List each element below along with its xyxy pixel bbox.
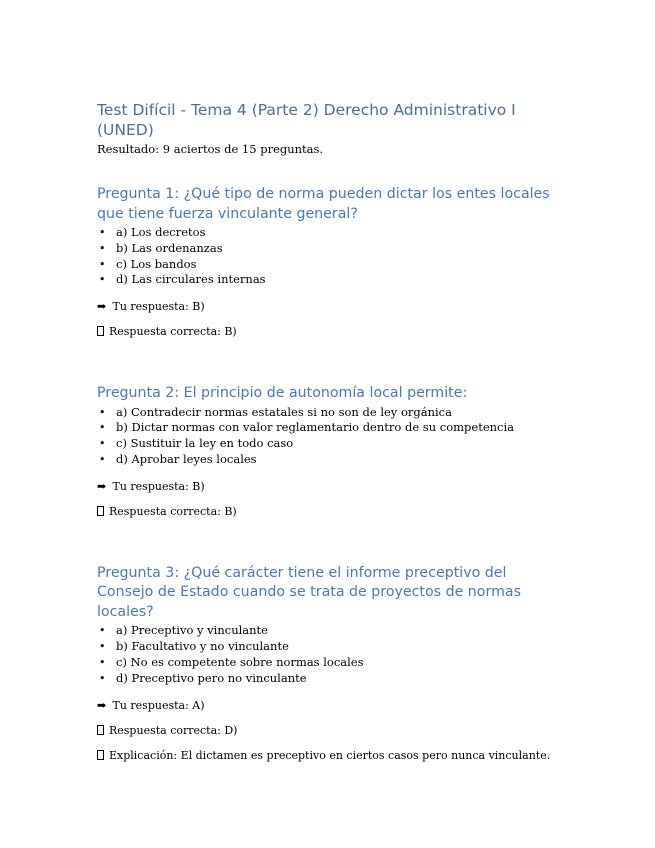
bullet-icon: •	[99, 226, 106, 239]
bullet-icon: •	[99, 273, 106, 287]
question-title: Pregunta 2: El principio de autonomía local permite:	[97, 385, 468, 402]
your-answer: ➡ Tu respuesta: A)	[97, 698, 205, 712]
explanation: Explicación: El dictamen es preceptivo en ciertos casos pero nunca vinculante.	[97, 748, 567, 763]
question-3	[97, 564, 567, 763]
arrow-right-icon: ➡	[97, 698, 107, 712]
arrow-right-icon: ➡	[97, 479, 107, 493]
bullet-icon: •	[99, 640, 106, 654]
option-item: • d) Aprobar leyes locales	[99, 452, 257, 467]
check-box-icon	[97, 326, 104, 336]
option-item: • c) Los bandos	[99, 256, 197, 271]
document-page	[97, 100, 567, 763]
bullet-icon: •	[99, 453, 106, 467]
your-answer: ➡ Tu respuesta: B)	[97, 479, 205, 493]
option-item: • b) Facultativo y no vinculante	[99, 639, 289, 654]
correct-answer: Respuesta correcta: B)	[97, 324, 567, 339]
option-item: • a) Contradecir normas estatales si no son de ley orgánica	[99, 404, 452, 419]
option-item: • a) Preceptivo y vinculante	[99, 623, 268, 638]
bullet-icon: •	[99, 671, 106, 685]
question-1	[97, 185, 567, 339]
bullet-icon: •	[99, 624, 106, 638]
question-2	[97, 384, 567, 519]
correct-answer: Respuesta correcta: B)	[97, 504, 567, 519]
question-title: Pregunta 1: ¿Qué tipo de norma pueden dictar los entes locales que tiene fuerza vinculante general?	[97, 186, 550, 222]
option-item: • b) Dictar normas con valor reglamentario dentro de su competencia	[99, 420, 515, 435]
option-item: • d) Preceptivo pero no vinculante	[99, 670, 307, 685]
bullet-icon: •	[99, 655, 106, 669]
your-answer: ➡ Tu respuesta: B)	[97, 300, 205, 314]
option-item: • c) Sustituir la ley en todo caso	[99, 436, 294, 451]
bullet-icon: •	[99, 241, 106, 255]
document-title: Test Difícil - Tema 4 (Parte 2) Derecho Administrativo I (UNED)	[97, 101, 516, 139]
options-list	[97, 405, 567, 468]
option-item: • d) Las circulares internas	[99, 272, 266, 287]
option-item: • b) Las ordenanzas	[99, 240, 223, 255]
correct-answer: Respuesta correcta: D)	[97, 723, 567, 738]
question-title: Pregunta 3: ¿Qué carácter tiene el informe preceptivo del Consejo de Estado cuando se trata de proyectos de normas locales?	[97, 564, 521, 620]
options-list	[97, 623, 567, 686]
bullet-icon: •	[99, 421, 106, 435]
bullet-icon: •	[99, 405, 106, 419]
arrow-right-icon: ➡	[97, 300, 107, 314]
bullet-icon: •	[99, 257, 106, 271]
option-item: • a) Los decretos	[99, 225, 206, 239]
result-summary: Resultado: 9 aciertos de 15 preguntas.	[97, 142, 324, 156]
check-box-icon	[97, 506, 104, 516]
bullet-icon: •	[99, 437, 106, 451]
options-list	[97, 225, 567, 288]
check-box-icon	[97, 725, 104, 735]
option-item: • c) No es competente sobre normas locales	[99, 654, 364, 669]
info-box-icon	[97, 750, 104, 760]
